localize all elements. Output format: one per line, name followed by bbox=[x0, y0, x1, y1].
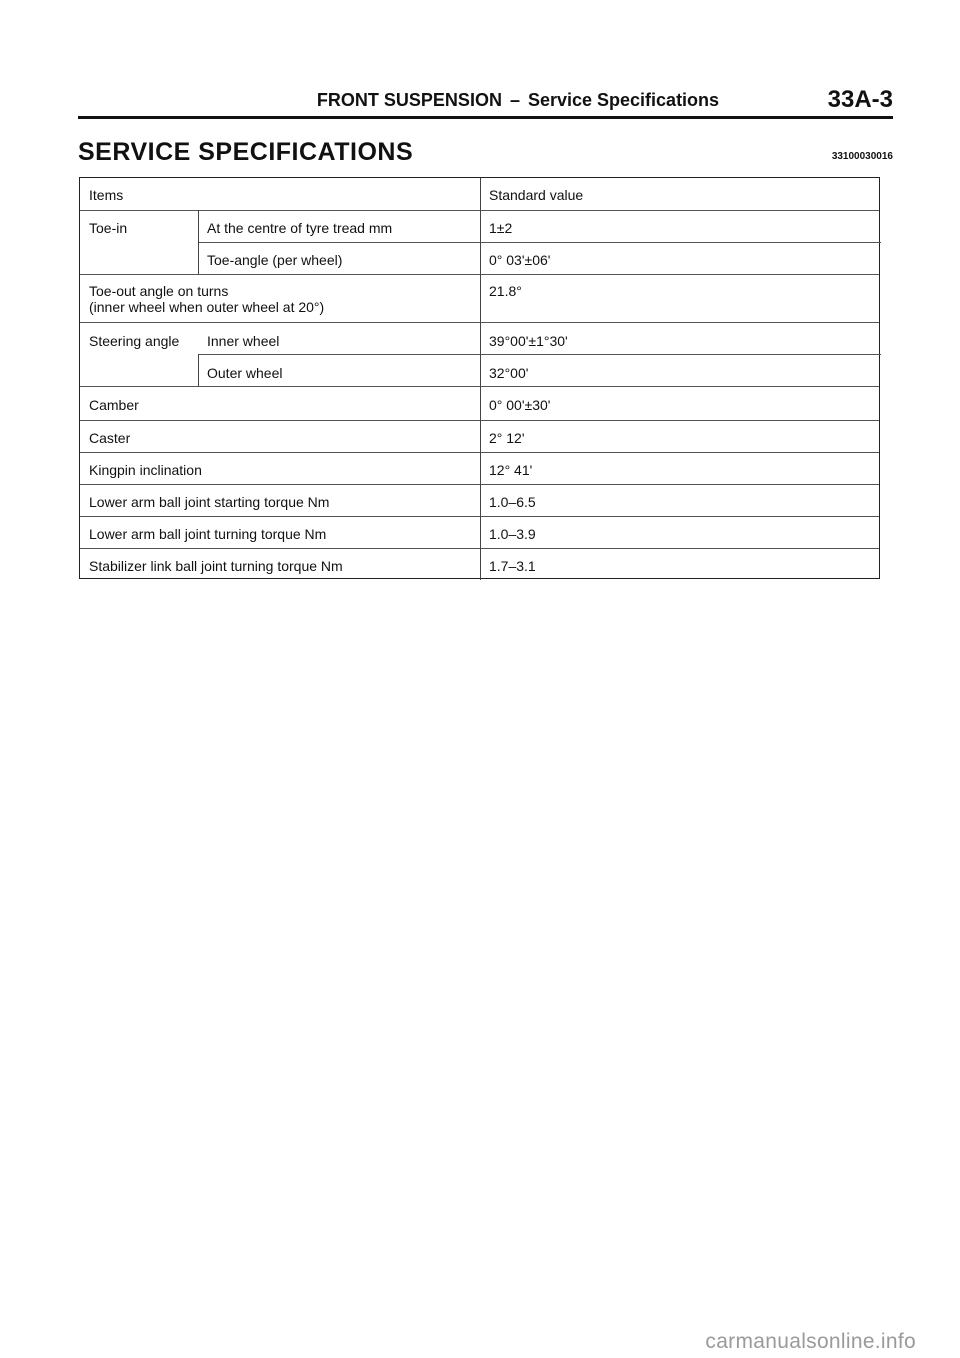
row-label-lower-arm-starting: Lower arm ball joint starting torque Nm bbox=[89, 494, 330, 510]
row-value-lower-arm-starting: 1.0–6.5 bbox=[489, 494, 536, 510]
row-value-kingpin: 12° 41' bbox=[489, 462, 533, 478]
row-sublabel-outer-wheel: Outer wheel bbox=[207, 365, 283, 381]
row-label-caster: Caster bbox=[89, 430, 131, 446]
document-code: 33100030016 bbox=[831, 151, 893, 162]
row-label-toe-out-line2: (inner wheel when outer wheel at 20°) bbox=[89, 299, 325, 315]
row-label-camber: Camber bbox=[89, 397, 139, 413]
table-subrow-outer-wheel bbox=[198, 354, 881, 387]
row-sublabel-inner-wheel: Inner wheel bbox=[207, 333, 280, 349]
row-label-kingpin: Kingpin inclination bbox=[89, 462, 202, 478]
column-header-items: Items bbox=[89, 187, 124, 203]
row-sublabel-tyre-tread: At the centre of tyre tread mm bbox=[207, 220, 393, 236]
header-subsection: Service Specifications bbox=[527, 90, 720, 110]
row-value-caster: 2° 12' bbox=[489, 430, 525, 446]
column-divider-toe-in-sub bbox=[198, 210, 199, 274]
table-subrow-toe-angle bbox=[198, 242, 881, 275]
site-watermark: carmanualsonline.info bbox=[705, 1330, 916, 1353]
row-value-stabilizer-turning: 1.7–3.1 bbox=[489, 558, 536, 574]
row-label-toe-out-line1: Toe-out angle on turns bbox=[89, 283, 229, 299]
row-label-toe-in: Toe-in bbox=[89, 220, 128, 236]
column-header-standard-value: Standard value bbox=[489, 187, 584, 203]
row-value-toe-angle: 0° 03'±06' bbox=[489, 252, 551, 268]
header-section-title bbox=[258, 90, 778, 111]
row-sublabel-toe-angle: Toe-angle (per wheel) bbox=[207, 252, 343, 268]
page-title: SERVICE SPECIFICATIONS bbox=[78, 138, 414, 166]
service-spec-table bbox=[79, 177, 880, 579]
row-value-camber: 0° 00'±30' bbox=[489, 397, 551, 413]
row-label-stabilizer-turning: Stabilizer link ball joint turning torque Nm bbox=[89, 558, 343, 574]
row-value-lower-arm-turning: 1.0–3.9 bbox=[489, 526, 536, 542]
row-label-steering-angle: Steering angle bbox=[89, 333, 180, 349]
row-label-lower-arm-turning: Lower arm ball joint turning torque Nm bbox=[89, 526, 327, 542]
header-section: FRONT SUSPENSION bbox=[316, 90, 502, 110]
row-value-toe-out: 21.8° bbox=[489, 283, 522, 299]
page-header bbox=[78, 88, 893, 119]
row-value-inner-wheel: 39°00'±1°30' bbox=[489, 333, 568, 349]
row-value-toe-in-mm: 1±2 bbox=[489, 220, 513, 236]
column-divider-steering-sub bbox=[198, 354, 199, 386]
page-number: 33A-3 bbox=[827, 86, 893, 113]
row-value-outer-wheel: 32°00' bbox=[489, 365, 529, 381]
column-divider-value bbox=[480, 178, 481, 580]
header-dash: – bbox=[509, 90, 520, 110]
